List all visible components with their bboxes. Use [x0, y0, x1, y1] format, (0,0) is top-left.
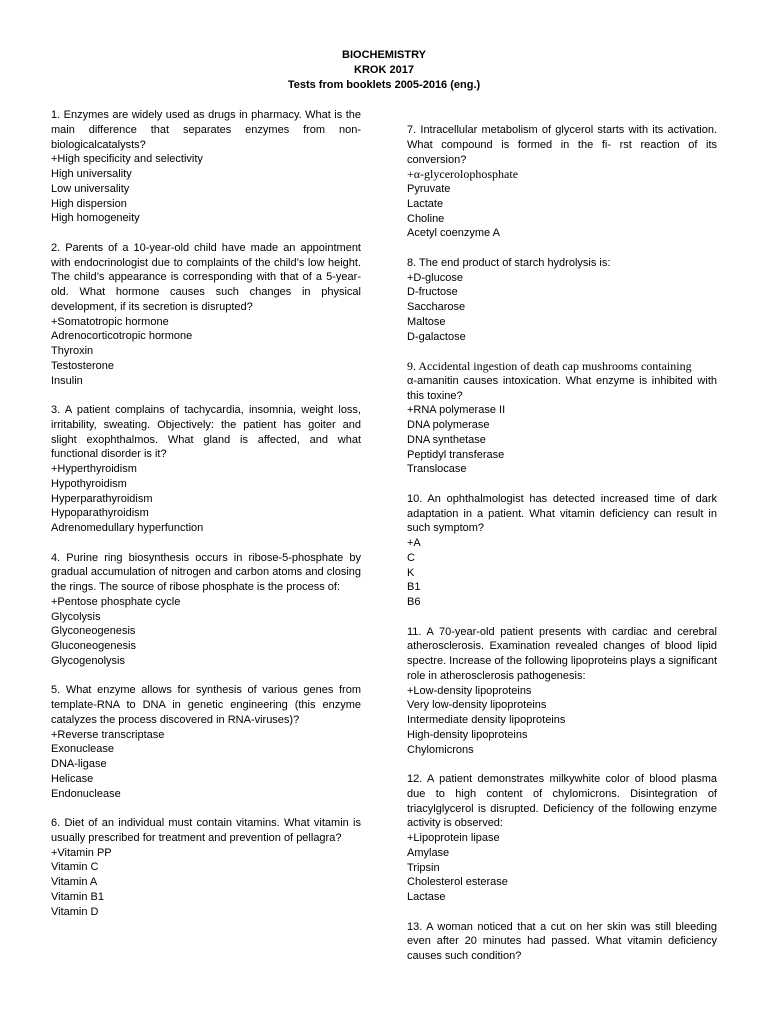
answer-option: +Reverse transcriptase — [51, 728, 165, 741]
answer-option: Glycogenolysis — [51, 654, 125, 667]
question-9 — [407, 359, 717, 477]
answer-option: +α-glycerolophosphate — [407, 167, 519, 182]
exam-title: KROK 2017 — [354, 64, 414, 76]
question-1 — [51, 108, 361, 226]
answer-option: Vitamin C — [51, 861, 99, 874]
answer-option: Hypoparathyroidism — [51, 507, 149, 520]
answer-option: +A — [407, 537, 421, 549]
question-stem: 2. Parents of a 10-year-old child have made an appointment with endocrinologist due to complaints of the child’s low height. The child’s appearance is corresponding with that of a 5-year-old. What hormone causes such changes in physical development, if its secretion is disrupted? — [51, 241, 361, 313]
answer-option: Hypothyroidism — [51, 477, 127, 490]
answer-option: Gluconeogenesis — [51, 640, 137, 652]
answer-option: Vitamin A — [51, 876, 98, 888]
answer-option: +Hyperthyroidism — [51, 463, 137, 475]
question-stem-part-b: α-amanitin causes intoxication. What enzyme is inhibited with this toxine? — [407, 374, 717, 402]
answer-option: Acetyl coenzyme A — [407, 227, 500, 240]
answer-option: High-density lipoproteins — [407, 728, 528, 741]
answer-option: Hyperparathyroidism — [51, 492, 153, 505]
question-stem: 10. An ophthalmologist has detected increased time of dark adaptation in a patient. What vitamin deficiency can result in such symptom? — [407, 492, 717, 535]
answer-option: High universality — [51, 168, 132, 180]
answer-option: Pyruvate — [407, 183, 451, 195]
answer-option: High homogeneity — [51, 212, 140, 225]
answer-option: Choline — [407, 212, 445, 225]
answer-option: High dispersion — [51, 197, 127, 210]
source-title: Tests from booklets 2005-2016 (eng.) — [287, 79, 481, 91]
question-stem: 3. A patient complains of tachycardia, insomnia, weight loss, irritability, sweating. Objectively: the patient has goiter and slight exophthalmos. What gland is affected, and what functional disorder is it? — [51, 404, 361, 461]
answer-option: Peptidyl transferase — [407, 448, 505, 461]
answer-option: Lactase — [407, 891, 446, 903]
answer-option: +D-glucose — [407, 271, 463, 284]
answer-option: +RNA polymerase II — [407, 404, 506, 417]
question-5 — [51, 683, 361, 801]
answer-option: +Lipoprotein lipase — [407, 832, 500, 844]
answer-option: +Somatotropic hormone — [51, 315, 169, 328]
answer-option: Lactate — [407, 197, 444, 210]
question-6 — [51, 816, 361, 919]
answer-option: +High specificity and selectivity — [51, 153, 203, 166]
question-stem: 5. What enzyme allows for synthesis of various genes from template-RNA to DNA in genetic engineering (this enzyme catalyzes the process discovered in RNA-viruses)? — [51, 684, 361, 726]
subject-title: BIOCHEMISTRY — [342, 49, 426, 61]
question-2 — [51, 241, 361, 389]
answer-option: Insulin — [51, 374, 83, 387]
question-12 — [407, 772, 717, 905]
answer-option: DNA synthetase — [407, 433, 486, 446]
question-stem: 7. Intracellular metabolism of glycerol starts with its activation. What compound is formed in the fi- rst reaction of its conversion? — [407, 124, 717, 166]
answer-option: Glycolysis — [51, 610, 101, 623]
answer-option: +Pentose phosphate cycle — [51, 595, 181, 608]
answer-option: +Vitamin PP — [51, 846, 112, 859]
question-10 — [407, 492, 717, 610]
answer-option: Adrenocorticotropic hormone — [51, 330, 193, 343]
question-stem: 4. Purine ring biosynthesis occurs in ribose-5-phosphate by gradual accumulation of nitrogen and carbon atoms and closing the rings. The source of ribose phosphate is the process of: — [51, 551, 361, 593]
answer-option: Intermediate density lipoproteins — [407, 714, 566, 726]
answer-option: DNA polymerase — [407, 419, 490, 431]
answer-option: C — [407, 551, 415, 564]
answer-option: Thyroxin — [51, 345, 94, 357]
answer-option: Endonuclease — [51, 787, 121, 800]
question-stem-part-a: 9. Accidental ingestion of death cap mushrooms containing — [407, 359, 692, 373]
question-13 — [407, 920, 717, 964]
answer-option: Low universality — [51, 182, 130, 195]
answer-option: D-galactose — [407, 330, 466, 343]
document-header — [0, 48, 768, 93]
answer-option: B6 — [407, 596, 421, 608]
answer-option: DNA-ligase — [51, 758, 107, 770]
answer-option: B1 — [407, 581, 421, 594]
answer-option: K — [407, 566, 415, 579]
answer-option: Exonuclease — [51, 743, 114, 756]
question-stem: 8. The end product of starch hydrolysis is: — [407, 256, 611, 269]
answer-option: D-fructose — [407, 286, 458, 299]
left-column — [51, 108, 361, 934]
question-stem: 1. Enzymes are widely used as drugs in pharmacy. What is the main difference that separates enzymes from non-biologicalcatalysts? — [51, 109, 361, 151]
question-7 — [407, 123, 717, 241]
right-column — [407, 123, 717, 979]
answer-option: Saccharose — [407, 301, 466, 313]
question-stem: 12. A patient demonstrates milkywhite color of blood plasma due to high content of chylomicrons. Disintegration of triacylglycerol is disrupted. Deficiency of the following enzyme activity is observed: — [407, 773, 717, 830]
question-11 — [407, 625, 717, 758]
answer-option: +Low-density lipoproteins — [407, 684, 532, 697]
answer-option: Cholesterol esterase — [407, 876, 508, 889]
answer-option: Amylase — [407, 846, 450, 859]
answer-option: Vitamin B1 — [51, 890, 104, 903]
question-stem: 13. A woman noticed that a cut on her skin was still bleeding even after 20 minutes had passed. What vitamin deficiency causes such condition? — [407, 920, 717, 962]
question-4 — [51, 551, 361, 669]
answer-option: Testosterone — [51, 359, 114, 372]
answer-option: Translocase — [407, 463, 467, 476]
answer-option: Vitamin D — [51, 905, 99, 918]
question-8 — [407, 256, 717, 345]
answer-option: Adrenomedullary hyperfunction — [51, 522, 204, 534]
question-3 — [51, 403, 361, 536]
answer-option: Tripsin — [407, 861, 440, 874]
question-stem: 6. Diet of an individual must contain vitamins. What vitamin is usually prescribed for treatment and prevention of pellagra? — [51, 817, 361, 844]
answer-option: Glyconeogenesis — [51, 625, 136, 638]
question-stem: 11. A 70-year-old patient presents with cardiac and cerebral atherosclerosis. Examination revealed changes of blood lipid spectre. Increase of the following lipoproteins plays a significant role in atherosclerosis pathogenesis: — [407, 625, 718, 682]
answer-option: Chylomicrons — [407, 743, 474, 756]
answer-option: Maltose — [407, 315, 446, 328]
answer-option: Helicase — [51, 772, 94, 785]
answer-option: Very low-density lipoproteins — [407, 699, 547, 712]
